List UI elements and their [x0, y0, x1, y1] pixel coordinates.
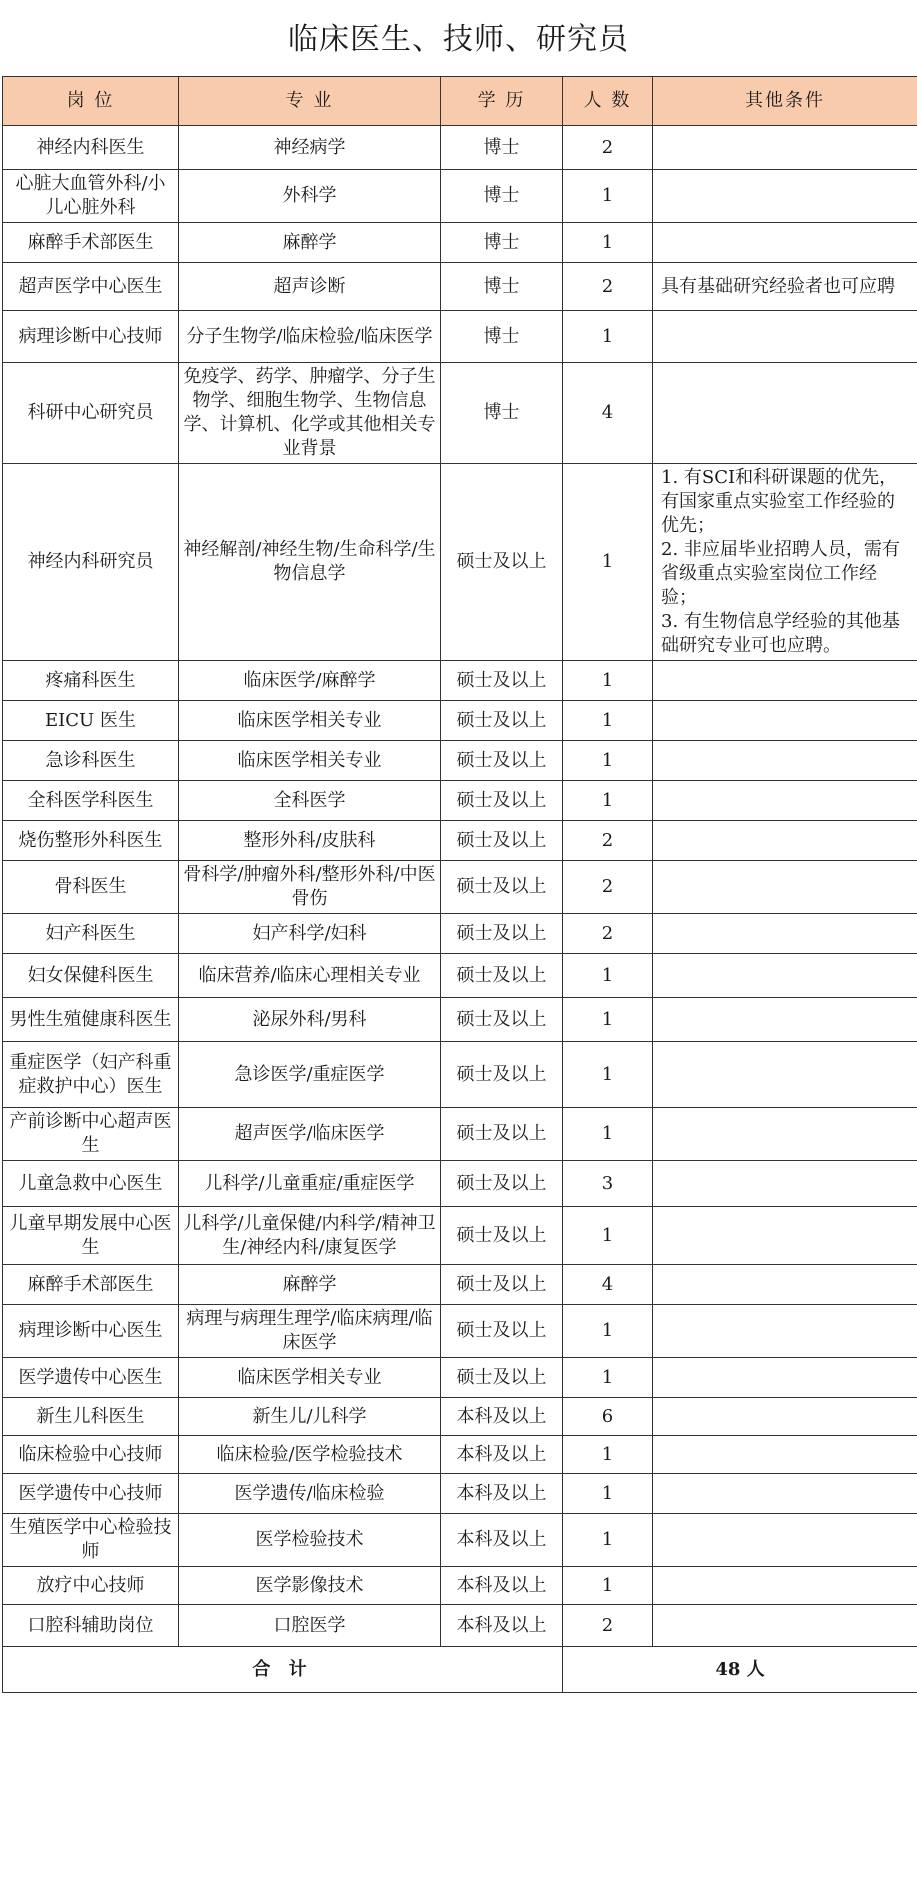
cell-degree: 本科及以上: [441, 1474, 563, 1514]
table-row: [3, 1358, 917, 1398]
header-major: 专 业: [179, 77, 441, 126]
cell-degree: 硕士及以上: [441, 954, 563, 998]
cell-position: 疼痛科医生: [3, 661, 179, 701]
cell-major: 骨科学/肿瘤外科/整形外科/中医骨伤: [179, 861, 441, 914]
cell-degree: 硕士及以上: [441, 1358, 563, 1398]
cell-major: 口腔医学: [179, 1605, 441, 1647]
cell-major: 临床营养/临床心理相关专业: [179, 954, 441, 998]
cell-notes: 具有基础研究经验者也可应聘: [653, 263, 917, 311]
cell-count: 1: [563, 464, 653, 661]
table-row: [3, 464, 917, 661]
cell-count: 4: [563, 1265, 653, 1305]
cell-notes: [653, 1042, 917, 1108]
cell-degree: 博士: [441, 223, 563, 263]
cell-major: 神经病学: [179, 126, 441, 170]
header-count: 人 数: [563, 77, 653, 126]
cell-major: 儿科学/儿童重症/重症医学: [179, 1161, 441, 1207]
cell-major: 儿科学/儿童保健/内科学/精神卫生/神经内科/康复医学: [179, 1207, 441, 1265]
header-position: 岗 位: [3, 77, 179, 126]
cell-degree: 硕士及以上: [441, 701, 563, 741]
cell-position: 医学遗传中心医生: [3, 1358, 179, 1398]
cell-degree: 博士: [441, 170, 563, 223]
cell-position: 产前诊断中心超声医生: [3, 1108, 179, 1161]
table-row: [3, 1108, 917, 1161]
cell-position: 男性生殖健康科医生: [3, 998, 179, 1042]
cell-position: 妇女保健科医生: [3, 954, 179, 998]
cell-notes: [653, 1108, 917, 1161]
cell-major: 临床医学/麻醉学: [179, 661, 441, 701]
cell-count: 1: [563, 1305, 653, 1358]
table-row: [3, 1265, 917, 1305]
cell-position: 临床检验中心技师: [3, 1436, 179, 1474]
cell-degree: 硕士及以上: [441, 821, 563, 861]
cell-notes: [653, 1265, 917, 1305]
table-row: [3, 1305, 917, 1358]
cell-notes: [653, 661, 917, 701]
cell-degree: 本科及以上: [441, 1567, 563, 1605]
cell-notes: [653, 861, 917, 914]
cell-position: 病理诊断中心医生: [3, 1305, 179, 1358]
cell-degree: 硕士及以上: [441, 1161, 563, 1207]
cell-degree: 博士: [441, 263, 563, 311]
cell-count: 1: [563, 1042, 653, 1108]
cell-major: 免疫学、药学、肿瘤学、分子生物学、细胞生物学、生物信息学、计算机、化学或其他相关专业背景: [179, 363, 441, 464]
cell-count: 2: [563, 263, 653, 311]
cell-count: 2: [563, 821, 653, 861]
cell-notes: [653, 701, 917, 741]
cell-position: 神经内科研究员: [3, 464, 179, 661]
cell-count: 1: [563, 1108, 653, 1161]
cell-notes: [653, 1305, 917, 1358]
table-row: [3, 170, 917, 223]
table-row: [3, 741, 917, 781]
cell-degree: 博士: [441, 126, 563, 170]
cell-notes: [653, 311, 917, 363]
cell-notes: [653, 1436, 917, 1474]
table-row: [3, 1514, 917, 1567]
table-row: [3, 1207, 917, 1265]
cell-count: 3: [563, 1161, 653, 1207]
cell-position: 科研中心研究员: [3, 363, 179, 464]
cell-position: 儿童早期发展中心医生: [3, 1207, 179, 1265]
cell-major: 临床医学相关专业: [179, 1358, 441, 1398]
cell-major: 病理与病理生理学/临床病理/临床医学: [179, 1305, 441, 1358]
cell-notes: [653, 998, 917, 1042]
total-row: [3, 1647, 917, 1693]
cell-position: 病理诊断中心技师: [3, 311, 179, 363]
cell-notes: [653, 741, 917, 781]
cell-position: 神经内科医生: [3, 126, 179, 170]
cell-major: 急诊医学/重症医学: [179, 1042, 441, 1108]
cell-degree: 硕士及以上: [441, 464, 563, 661]
page-title: 临床医生、技师、研究员: [288, 22, 629, 57]
cell-count: 2: [563, 914, 653, 954]
cell-position: 医学遗传中心技师: [3, 1474, 179, 1514]
cell-position: 儿童急救中心医生: [3, 1161, 179, 1207]
table-row: [3, 311, 917, 363]
cell-degree: 硕士及以上: [441, 1305, 563, 1358]
cell-major: 临床检验/医学检验技术: [179, 1436, 441, 1474]
table-header-row: [3, 77, 917, 126]
table-row: [3, 821, 917, 861]
cell-degree: 硕士及以上: [441, 998, 563, 1042]
cell-position: 口腔科辅助岗位: [3, 1605, 179, 1647]
table-row: [3, 223, 917, 263]
cell-position: 麻醉手术部医生: [3, 1265, 179, 1305]
cell-count: 1: [563, 954, 653, 998]
cell-position: 新生儿科医生: [3, 1398, 179, 1436]
table-row: [3, 701, 917, 741]
cell-degree: 硕士及以上: [441, 914, 563, 954]
cell-major: 临床医学相关专业: [179, 701, 441, 741]
cell-count: 1: [563, 1514, 653, 1567]
table-row: [3, 661, 917, 701]
cell-position: 麻醉手术部医生: [3, 223, 179, 263]
cell-notes: [653, 126, 917, 170]
cell-count: 1: [563, 1567, 653, 1605]
cell-count: 1: [563, 701, 653, 741]
cell-notes: [653, 1207, 917, 1265]
cell-notes: [653, 223, 917, 263]
cell-degree: 硕士及以上: [441, 1108, 563, 1161]
recruitment-table: [2, 76, 917, 1693]
table-row: [3, 954, 917, 998]
cell-notes: [653, 821, 917, 861]
cell-notes: [653, 1605, 917, 1647]
table-row: [3, 914, 917, 954]
cell-degree: 硕士及以上: [441, 861, 563, 914]
cell-notes: [653, 1474, 917, 1514]
table-row: [3, 1398, 917, 1436]
cell-notes: [653, 954, 917, 998]
cell-notes: [653, 1514, 917, 1567]
total-label: 合 计: [3, 1647, 563, 1693]
cell-position: 烧伤整形外科医生: [3, 821, 179, 861]
total-count: 48 人: [563, 1647, 917, 1693]
cell-count: 1: [563, 170, 653, 223]
cell-count: 2: [563, 126, 653, 170]
table-row: [3, 263, 917, 311]
cell-count: 4: [563, 363, 653, 464]
cell-major: 医学检验技术: [179, 1514, 441, 1567]
cell-degree: 硕士及以上: [441, 1265, 563, 1305]
cell-major: 全科医学: [179, 781, 441, 821]
cell-degree: 本科及以上: [441, 1436, 563, 1474]
cell-count: 1: [563, 311, 653, 363]
cell-degree: 博士: [441, 363, 563, 464]
cell-position: 超声医学中心医生: [3, 263, 179, 311]
cell-major: 泌尿外科/男科: [179, 998, 441, 1042]
cell-count: 1: [563, 1474, 653, 1514]
cell-degree: 硕士及以上: [441, 741, 563, 781]
cell-count: 1: [563, 1436, 653, 1474]
cell-count: 1: [563, 741, 653, 781]
cell-position: 急诊科医生: [3, 741, 179, 781]
cell-major: 神经解剖/神经生物/生命科学/生物信息学: [179, 464, 441, 661]
table-row: [3, 998, 917, 1042]
cell-notes: [653, 1567, 917, 1605]
table-row: [3, 1042, 917, 1108]
cell-degree: 博士: [441, 311, 563, 363]
header-degree: 学 历: [441, 77, 563, 126]
cell-count: 6: [563, 1398, 653, 1436]
cell-notes: [653, 1161, 917, 1207]
cell-notes: [653, 1358, 917, 1398]
table-row: [3, 1567, 917, 1605]
cell-position: 心脏大血管外科/小儿心脏外科: [3, 170, 179, 223]
cell-notes: [653, 1398, 917, 1436]
cell-count: 2: [563, 1605, 653, 1647]
cell-major: 妇产科学/妇科: [179, 914, 441, 954]
table-row: [3, 363, 917, 464]
cell-count: 1: [563, 1207, 653, 1265]
cell-position: 放疗中心技师: [3, 1567, 179, 1605]
cell-major: 分子生物学/临床检验/临床医学: [179, 311, 441, 363]
cell-degree: 本科及以上: [441, 1398, 563, 1436]
cell-position: 骨科医生: [3, 861, 179, 914]
cell-count: 1: [563, 998, 653, 1042]
cell-count: 1: [563, 781, 653, 821]
cell-position: EICU 医生: [3, 701, 179, 741]
cell-major: 超声医学/临床医学: [179, 1108, 441, 1161]
cell-count: 2: [563, 861, 653, 914]
cell-position: 妇产科医生: [3, 914, 179, 954]
cell-major: 麻醉学: [179, 1265, 441, 1305]
cell-degree: 本科及以上: [441, 1514, 563, 1567]
cell-major: 新生儿/儿科学: [179, 1398, 441, 1436]
cell-degree: 硕士及以上: [441, 661, 563, 701]
cell-notes: [653, 363, 917, 464]
cell-major: 外科学: [179, 170, 441, 223]
table-body: [3, 126, 917, 1647]
cell-position: 生殖医学中心检验技师: [3, 1514, 179, 1567]
table-row: [3, 1474, 917, 1514]
cell-notes: 1. 有SCI和科研课题的优先，有国家重点实验室工作经验的优先； 2. 非应届毕业招聘人员，需有省级重点实验室岗位工作经验； 3. 有生物信息学经验的其他基础研究专业可也应聘。: [653, 464, 917, 661]
cell-position: 重症医学（妇产科重症救护中心）医生: [3, 1042, 179, 1108]
cell-degree: 本科及以上: [441, 1605, 563, 1647]
cell-notes: [653, 170, 917, 223]
table-row: [3, 126, 917, 170]
table-row: [3, 1161, 917, 1207]
cell-degree: 硕士及以上: [441, 1207, 563, 1265]
cell-count: 1: [563, 1358, 653, 1398]
table-row: [3, 1436, 917, 1474]
table-row: [3, 1605, 917, 1647]
cell-count: 1: [563, 661, 653, 701]
cell-major: 超声诊断: [179, 263, 441, 311]
cell-major: 临床医学相关专业: [179, 741, 441, 781]
cell-count: 1: [563, 223, 653, 263]
cell-notes: [653, 914, 917, 954]
table-row: [3, 781, 917, 821]
cell-major: 医学遗传/临床检验: [179, 1474, 441, 1514]
cell-major: 麻醉学: [179, 223, 441, 263]
cell-degree: 硕士及以上: [441, 1042, 563, 1108]
cell-major: 整形外科/皮肤科: [179, 821, 441, 861]
cell-degree: 硕士及以上: [441, 781, 563, 821]
cell-notes: [653, 781, 917, 821]
cell-major: 医学影像技术: [179, 1567, 441, 1605]
header-notes: 其他条件: [653, 77, 917, 126]
cell-position: 全科医学科医生: [3, 781, 179, 821]
table-row: [3, 861, 917, 914]
